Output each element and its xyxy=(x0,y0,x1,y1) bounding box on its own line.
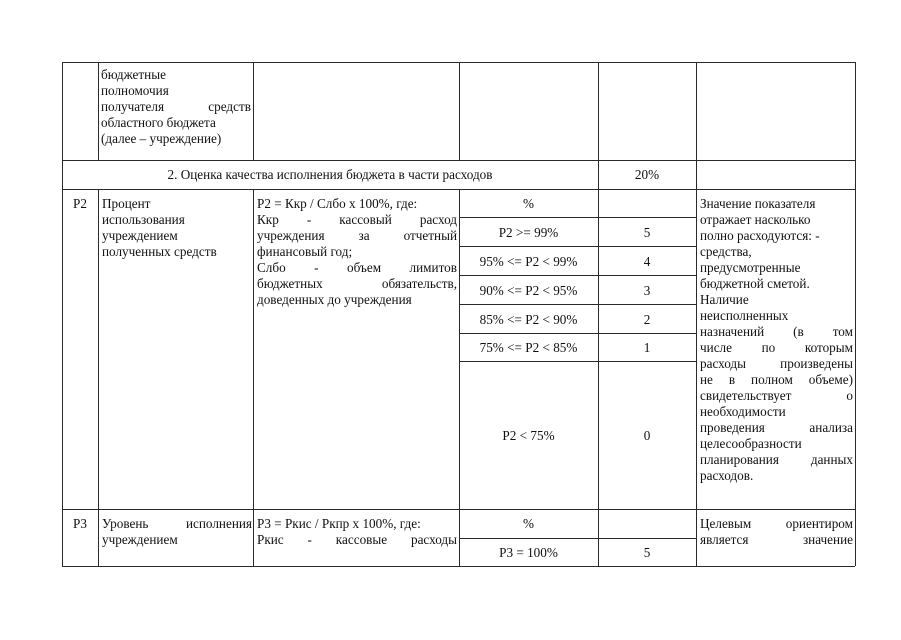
range-condition: P2 >= 99% xyxy=(498,225,559,240)
text-line: назначений (в том xyxy=(700,324,853,339)
text-line: Ркис - кассовые расходы xyxy=(257,532,457,547)
range-score: 1 xyxy=(643,340,651,355)
text-line: средства, xyxy=(700,244,752,259)
unit-label: % xyxy=(523,196,534,211)
range-condition: 75% <= P2 < 85% xyxy=(479,340,578,355)
range-divider xyxy=(459,538,696,539)
text-line: финансовый год; xyxy=(257,244,353,259)
text-line: полученных средств xyxy=(102,244,217,259)
text-line: учреждением xyxy=(102,228,178,243)
text-line: областного бюджета xyxy=(101,115,216,130)
col-divider xyxy=(696,62,697,160)
text-line: учреждения за отчетный xyxy=(257,228,457,243)
range-score: 0 xyxy=(643,428,651,443)
text-line: расходов. xyxy=(700,468,754,483)
range-score: 5 xyxy=(643,545,651,560)
text-line: необходимости xyxy=(700,404,786,419)
range-divider xyxy=(459,361,696,362)
text-line: Целевым ориентиром xyxy=(700,516,853,531)
row-divider xyxy=(62,160,855,161)
text-line: бюджетных обязательств, xyxy=(257,276,457,291)
range-score: 4 xyxy=(643,254,651,269)
col-divider xyxy=(598,62,599,160)
text-line: предусмотренные xyxy=(700,260,801,275)
text-line: Наличие xyxy=(700,292,749,307)
col-divider xyxy=(253,189,254,566)
criterion-name-continuation xyxy=(101,67,251,147)
range-score: 3 xyxy=(643,283,651,298)
text-line: не в полном объеме) xyxy=(700,372,853,387)
indicator-code: P2 xyxy=(73,196,87,211)
range-condition: 85% <= P2 < 90% xyxy=(479,312,578,327)
col-divider xyxy=(459,189,460,566)
text-line: отражает насколько xyxy=(700,212,811,227)
col-divider xyxy=(98,189,99,566)
text-line: Уровень исполнения xyxy=(102,516,252,531)
range-divider xyxy=(459,304,696,305)
text-line: расходы произведены xyxy=(700,356,853,371)
section-title: 2. Оценка качества исполнения бюджета в части расходов xyxy=(167,167,493,182)
text-line: проведения анализа xyxy=(700,420,853,435)
range-condition: P3 = 100% xyxy=(499,545,558,560)
col-divider xyxy=(696,160,697,189)
indicator-comment xyxy=(700,196,853,484)
indicator-formula xyxy=(257,196,457,308)
range-divider xyxy=(459,333,696,334)
table-right-border xyxy=(855,62,856,566)
text-line: является значение xyxy=(700,532,853,547)
section-weight: 20% xyxy=(634,167,660,182)
range-divider xyxy=(459,217,696,218)
indicator-name xyxy=(102,196,252,260)
table-left-border xyxy=(62,62,63,566)
text-line: числе по которым xyxy=(700,340,853,355)
text-line: планирования данных xyxy=(700,452,853,467)
text-line: полно расходуются: - xyxy=(700,228,820,243)
unit-label: % xyxy=(523,516,534,531)
col-divider xyxy=(98,62,99,160)
text-line: свидетельствует о xyxy=(700,388,853,403)
text-line: P2 = Ккр / Слбо х 100%, где: xyxy=(257,196,418,211)
col-divider xyxy=(598,189,599,566)
col-divider xyxy=(459,62,460,160)
text-line: учреждением xyxy=(102,532,178,547)
range-score: 2 xyxy=(643,312,651,327)
range-divider xyxy=(459,246,696,247)
text-line: использования xyxy=(102,212,185,227)
range-condition: 95% <= P2 < 99% xyxy=(479,254,578,269)
text-line: бюджетные xyxy=(101,67,166,82)
text-line: P3 = Ркис / Ркпр х 100%, где: xyxy=(257,516,421,531)
text-line: Процент xyxy=(102,196,151,211)
range-condition: P2 < 75% xyxy=(502,428,555,443)
text-line: Значение показателя xyxy=(700,196,816,211)
range-condition: 90% <= P2 < 95% xyxy=(479,283,578,298)
text-line: доведенных до учреждения xyxy=(257,292,412,307)
text-line: Слбо - объем лимитов xyxy=(257,260,457,275)
indicator-code: P3 xyxy=(73,516,87,531)
range-divider xyxy=(459,275,696,276)
text-line: (далее – учреждение) xyxy=(101,131,222,146)
text-line: полномочия xyxy=(101,83,169,98)
col-divider xyxy=(696,189,697,566)
indicator-name xyxy=(102,516,252,548)
text-line: бюджетной сметой. xyxy=(700,276,810,291)
indicator-formula xyxy=(257,516,457,548)
text-line: целесообразности xyxy=(700,436,802,451)
text-line: Ккр - кассовый расход xyxy=(257,212,457,227)
col-divider xyxy=(253,62,254,160)
table-bottom-border xyxy=(62,566,855,567)
indicator-comment xyxy=(700,516,853,548)
range-score: 5 xyxy=(643,225,651,240)
text-line: получателя средств xyxy=(101,99,251,114)
text-line: неисполненных xyxy=(700,308,789,323)
